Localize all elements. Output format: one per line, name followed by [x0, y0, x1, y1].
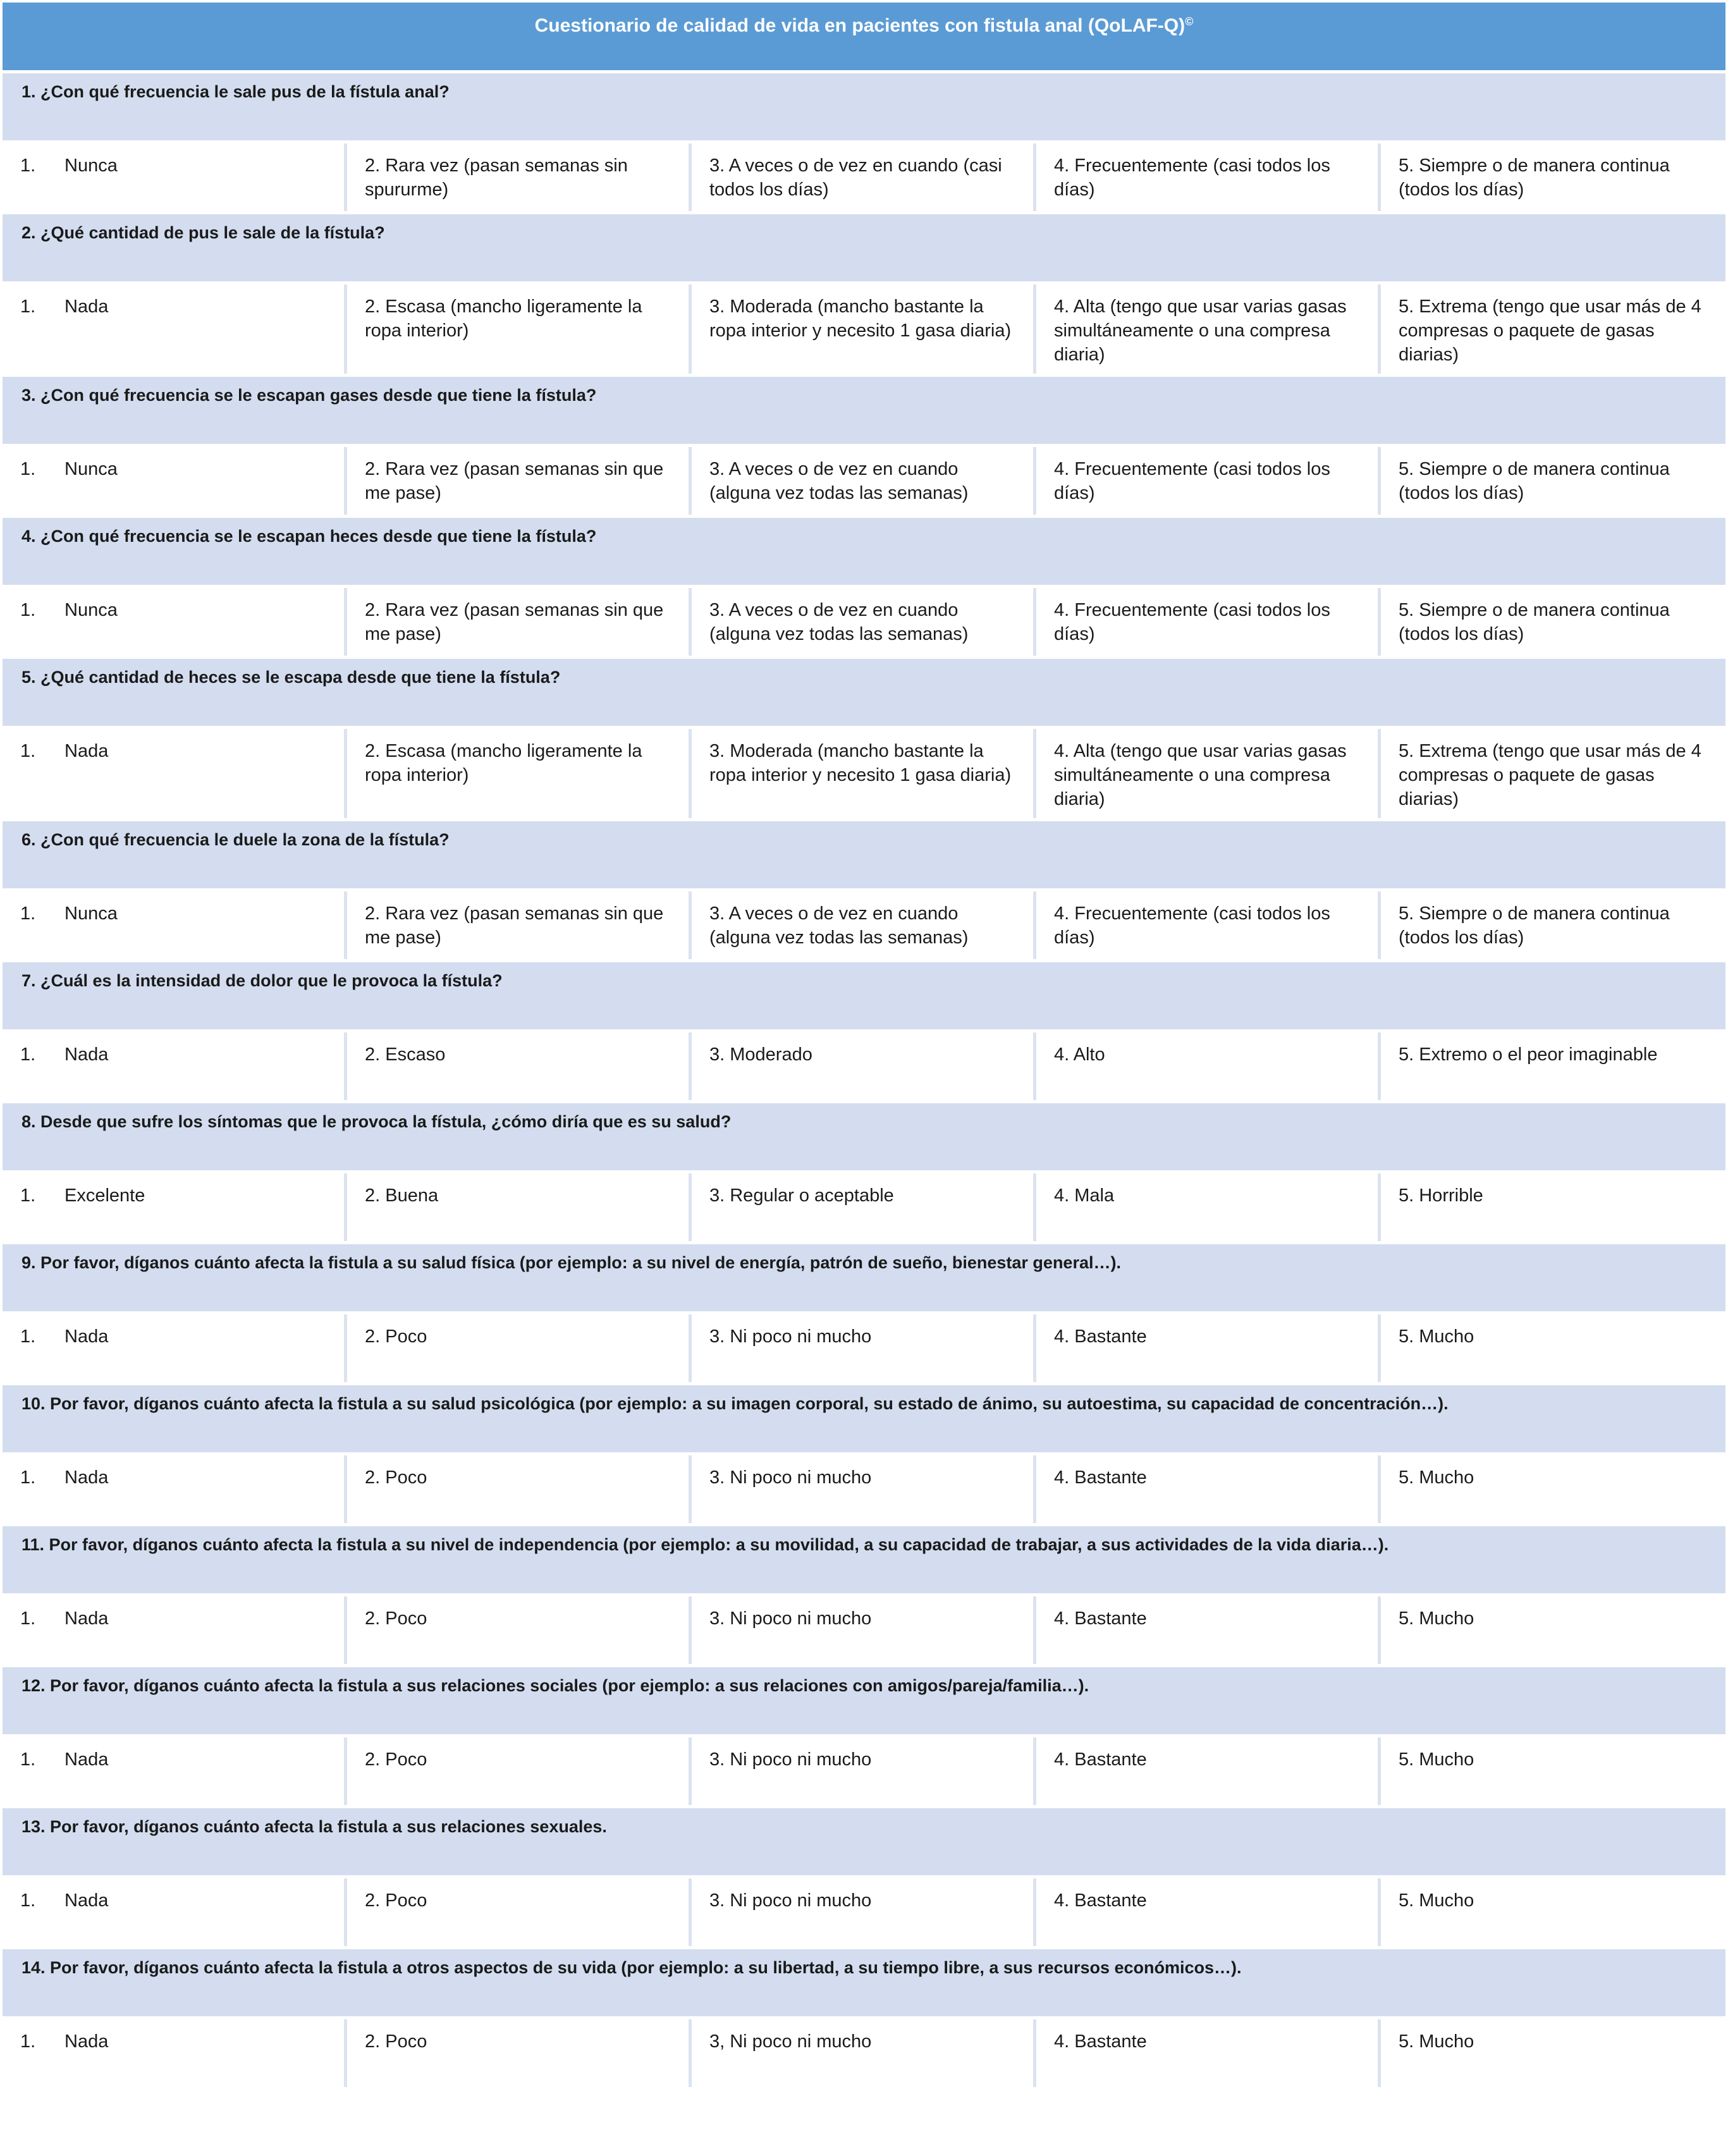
- answer-option-2[interactable]: 2. Poco: [347, 1878, 692, 1946]
- answer-option-4[interactable]: 4. Bastante: [1036, 1737, 1381, 1805]
- option-label: Nada: [64, 1749, 109, 1770]
- answer-options-row: [3, 2019, 1725, 2087]
- answer-option-2[interactable]: 2. Escaso: [347, 1032, 692, 1100]
- answer-options-row: [3, 1173, 1725, 1241]
- answer-option-1[interactable]: [3, 1032, 347, 1100]
- answer-option-2[interactable]: 2. Rara vez (pasan semanas sin que me pase): [347, 891, 692, 959]
- question-row: [3, 214, 1725, 281]
- answer-option-4[interactable]: 4. Bastante: [1036, 1314, 1381, 1382]
- answer-option-5[interactable]: 5. Mucho: [1381, 1737, 1725, 1805]
- answer-option-1[interactable]: [3, 1173, 347, 1241]
- answer-option-3[interactable]: 3. Moderado: [692, 1032, 1036, 1100]
- question-text: 9. Por favor, díganos cuánto afecta la fistula a su salud física (por ejemplo: a su nivel de energía, patrón de sueño, bienestar general…).: [3, 1244, 1725, 1311]
- option-number: 1.: [20, 297, 36, 317]
- option-label: Nada: [64, 741, 109, 761]
- option-label: Nada: [64, 2031, 109, 2052]
- answer-option-1[interactable]: [3, 1314, 347, 1382]
- option-label: Nunca: [64, 600, 118, 620]
- answer-options-row: [3, 1314, 1725, 1382]
- answer-option-5[interactable]: 5. Siempre o de manera continua (todos los días): [1381, 588, 1725, 656]
- answer-options-row: [3, 1455, 1725, 1523]
- answer-option-1[interactable]: [3, 1455, 347, 1523]
- answer-option-3[interactable]: 3. Ni poco ni mucho: [692, 1314, 1036, 1382]
- answer-option-2[interactable]: 2. Escasa (mancho ligeramente la ropa interior): [347, 729, 692, 818]
- answer-option-3[interactable]: 3, Ni poco ni mucho: [692, 2019, 1036, 2087]
- option-number: 1.: [20, 156, 36, 176]
- answer-option-1[interactable]: [3, 588, 347, 656]
- answer-option-1[interactable]: [3, 1596, 347, 1664]
- option-label: Nada: [64, 1467, 109, 1488]
- title-text: Cuestionario de calidad de vida en pacientes con fistula anal (QoLAF-Q): [534, 15, 1186, 36]
- option-number: 1.: [20, 1044, 36, 1065]
- answer-option-4[interactable]: 4. Frecuentemente (casi todos los días): [1036, 447, 1381, 515]
- answer-option-4[interactable]: 4. Bastante: [1036, 1596, 1381, 1664]
- question-text: 13. Por favor, díganos cuánto afecta la fistula a sus relaciones sexuales.: [3, 1808, 1725, 1875]
- answer-option-2[interactable]: 2. Buena: [347, 1173, 692, 1241]
- answer-option-3[interactable]: 3. Ni poco ni mucho: [692, 1878, 1036, 1946]
- answer-option-4[interactable]: 4. Frecuentemente (casi todos los días): [1036, 144, 1381, 211]
- question-text: 12. Por favor, díganos cuánto afecta la fistula a sus relaciones sociales (por ejemplo: a sus relaciones con amigos/pareja/familia…).: [3, 1667, 1725, 1734]
- question-row: [3, 1526, 1725, 1593]
- option-label: Nada: [64, 1890, 109, 1911]
- question-text: 10. Por favor, díganos cuánto afecta la fistula a su salud psicológica (por ejemplo: a su imagen corporal, su estado de ánimo, su autoestima, su capacidad de concentración…).: [3, 1385, 1725, 1452]
- answer-option-4[interactable]: 4. Bastante: [1036, 1455, 1381, 1523]
- answer-option-2[interactable]: 2. Rara vez (pasan semanas sin spururme): [347, 144, 692, 211]
- option-number: 1.: [20, 2031, 36, 2052]
- copyright-mark: ©: [1185, 15, 1194, 28]
- option-number: 1.: [20, 741, 36, 761]
- answer-option-5[interactable]: 5. Siempre o de manera continua (todos los días): [1381, 891, 1725, 959]
- option-label: Nunca: [64, 903, 118, 924]
- answer-option-5[interactable]: 5. Siempre o de manera continua (todos los días): [1381, 447, 1725, 515]
- question-text: 8. Desde que sufre los síntomas que le provoca la fístula, ¿cómo diría que es su salud?: [3, 1103, 1725, 1170]
- option-label: Nunca: [64, 156, 118, 176]
- answer-option-1[interactable]: [3, 447, 347, 515]
- answer-option-5[interactable]: 5. Siempre o de manera continua (todos los días): [1381, 144, 1725, 211]
- answer-option-3[interactable]: 3. Ni poco ni mucho: [692, 1596, 1036, 1664]
- answer-option-2[interactable]: 2. Poco: [347, 1596, 692, 1664]
- question-row: [3, 518, 1725, 585]
- questionnaire: [3, 3, 1725, 2090]
- answer-options-row: [3, 1596, 1725, 1664]
- answer-option-4[interactable]: 4. Alto: [1036, 1032, 1381, 1100]
- option-number: 1.: [20, 1890, 36, 1911]
- option-label: Nada: [64, 1326, 109, 1347]
- answer-option-2[interactable]: 2. Rara vez (pasan semanas sin que me pase): [347, 447, 692, 515]
- option-number: 1.: [20, 600, 36, 620]
- question-row: [3, 1244, 1725, 1311]
- question-text: 14. Por favor, díganos cuánto afecta la fistula a otros aspectos de su vida (por ejemplo: a su libertad, a su tiempo libre, a sus recursos económicos…).: [3, 1949, 1725, 2016]
- answer-option-3[interactable]: 3. A veces o de vez en cuando (alguna vez todas las semanas): [692, 891, 1036, 959]
- answer-option-4[interactable]: 4. Frecuentemente (casi todos los días): [1036, 588, 1381, 656]
- answer-options-row: [3, 447, 1725, 515]
- answer-option-5[interactable]: 5. Mucho: [1381, 1455, 1725, 1523]
- question-text: 11. Por favor, díganos cuánto afecta la fistula a su nivel de independencia (por ejemplo: a su movilidad, a su capacidad de trabajar, a sus actividades de la vida diaria…).: [3, 1526, 1725, 1593]
- option-label: Excelente: [64, 1185, 145, 1206]
- answer-option-1[interactable]: [3, 144, 347, 211]
- option-number: 1.: [20, 459, 36, 479]
- answer-option-1[interactable]: [3, 891, 347, 959]
- answer-options-row: [3, 588, 1725, 656]
- answer-option-4[interactable]: 4. Alta (tengo que usar varias gasas simultáneamente o una compresa diaria): [1036, 285, 1381, 374]
- question-text: 5. ¿Qué cantidad de heces se le escapa desde que tiene la fístula?: [3, 659, 1725, 726]
- answer-option-2[interactable]: 2. Poco: [347, 1737, 692, 1805]
- question-text: 6. ¿Con qué frecuencia le duele la zona de la fístula?: [3, 821, 1725, 888]
- answer-option-5[interactable]: 5. Extrema (tengo que usar más de 4 compresas o paquete de gasas diarias): [1381, 285, 1725, 374]
- question-row: [3, 962, 1725, 1029]
- answer-option-3[interactable]: 3. Ni poco ni mucho: [692, 1737, 1036, 1805]
- answer-option-1[interactable]: [3, 285, 347, 374]
- answer-option-5[interactable]: 5. Extrema (tengo que usar más de 4 compresas o paquete de gasas diarias): [1381, 729, 1725, 818]
- questionnaire-title: [3, 3, 1725, 70]
- question-text: 7. ¿Cuál es la intensidad de dolor que le provoca la fístula?: [3, 962, 1725, 1029]
- question-row: [3, 1385, 1725, 1452]
- answer-option-3[interactable]: 3. A veces o de vez en cuando (alguna vez todas las semanas): [692, 447, 1036, 515]
- answer-options-row: [3, 1032, 1725, 1100]
- option-number: 1.: [20, 1749, 36, 1770]
- answer-option-1[interactable]: [3, 2019, 347, 2087]
- option-label: Nunca: [64, 459, 118, 479]
- answer-option-3[interactable]: 3. A veces o de vez en cuando (casi todos los días): [692, 144, 1036, 211]
- option-number: 1.: [20, 1608, 36, 1629]
- answer-options-row: [3, 144, 1725, 211]
- answer-option-4[interactable]: 4. Alta (tengo que usar varias gasas simultáneamente o una compresa diaria): [1036, 729, 1381, 818]
- answer-option-4[interactable]: 4. Bastante: [1036, 1878, 1381, 1946]
- answer-option-1[interactable]: [3, 1878, 347, 1946]
- question-row: [3, 73, 1725, 140]
- option-number: 1.: [20, 1326, 36, 1347]
- answer-option-5[interactable]: 5. Extremo o el peor imaginable: [1381, 1032, 1725, 1100]
- question-row: [3, 377, 1725, 444]
- answer-options-row: [3, 1737, 1725, 1805]
- option-number: 1.: [20, 903, 36, 924]
- option-number: 1.: [20, 1185, 36, 1206]
- answer-options-row: [3, 285, 1725, 374]
- question-row: [3, 1949, 1725, 2016]
- answer-option-1[interactable]: [3, 1737, 347, 1805]
- answer-option-3[interactable]: 3. Ni poco ni mucho: [692, 1455, 1036, 1523]
- answer-option-4[interactable]: 4. Mala: [1036, 1173, 1381, 1241]
- answer-option-3[interactable]: 3. Moderada (mancho bastante la ropa interior y necesito 1 gasa diaria): [692, 285, 1036, 374]
- answer-options-row: [3, 729, 1725, 818]
- answer-option-2[interactable]: 2. Escasa (mancho ligeramente la ropa interior): [347, 285, 692, 374]
- answer-option-4[interactable]: 4. Frecuentemente (casi todos los días): [1036, 891, 1381, 959]
- answer-option-2[interactable]: 2. Poco: [347, 1455, 692, 1523]
- question-row: [3, 1808, 1725, 1875]
- answer-option-5[interactable]: 5. Horrible: [1381, 1173, 1725, 1241]
- question-text: 1. ¿Con qué frecuencia le sale pus de la fístula anal?: [3, 73, 1725, 140]
- answer-option-3[interactable]: 3. A veces o de vez en cuando (alguna vez todas las semanas): [692, 588, 1036, 656]
- question-row: [3, 821, 1725, 888]
- answer-option-2[interactable]: 2. Poco: [347, 1314, 692, 1382]
- answer-option-1[interactable]: [3, 729, 347, 818]
- answer-option-2[interactable]: 2. Poco: [347, 2019, 692, 2087]
- answer-option-4[interactable]: 4. Bastante: [1036, 2019, 1381, 2087]
- answer-option-3[interactable]: 3. Moderada (mancho bastante la ropa interior y necesito 1 gasa diaria): [692, 729, 1036, 818]
- answer-options-row: [3, 1878, 1725, 1946]
- answer-option-5[interactable]: 5. Mucho: [1381, 1878, 1725, 1946]
- answer-option-3[interactable]: 3. Regular o aceptable: [692, 1173, 1036, 1241]
- answer-option-2[interactable]: 2. Rara vez (pasan semanas sin que me pase): [347, 588, 692, 656]
- answer-options-row: [3, 891, 1725, 959]
- option-label: Nada: [64, 297, 109, 317]
- question-row: [3, 659, 1725, 726]
- answer-option-5[interactable]: 5. Mucho: [1381, 1596, 1725, 1664]
- question-text: 4. ¿Con qué frecuencia se le escapan heces desde que tiene la fístula?: [3, 518, 1725, 585]
- question-text: 2. ¿Qué cantidad de pus le sale de la fístula?: [3, 214, 1725, 281]
- answer-option-5[interactable]: 5. Mucho: [1381, 2019, 1725, 2087]
- option-label: Nada: [64, 1608, 109, 1629]
- option-number: 1.: [20, 1467, 36, 1488]
- question-row: [3, 1103, 1725, 1170]
- question-row: [3, 1667, 1725, 1734]
- questions-table: [3, 70, 1725, 2090]
- answer-option-5[interactable]: 5. Mucho: [1381, 1314, 1725, 1382]
- option-label: Nada: [64, 1044, 109, 1065]
- question-text: 3. ¿Con qué frecuencia se le escapan gases desde que tiene la fístula?: [3, 377, 1725, 444]
